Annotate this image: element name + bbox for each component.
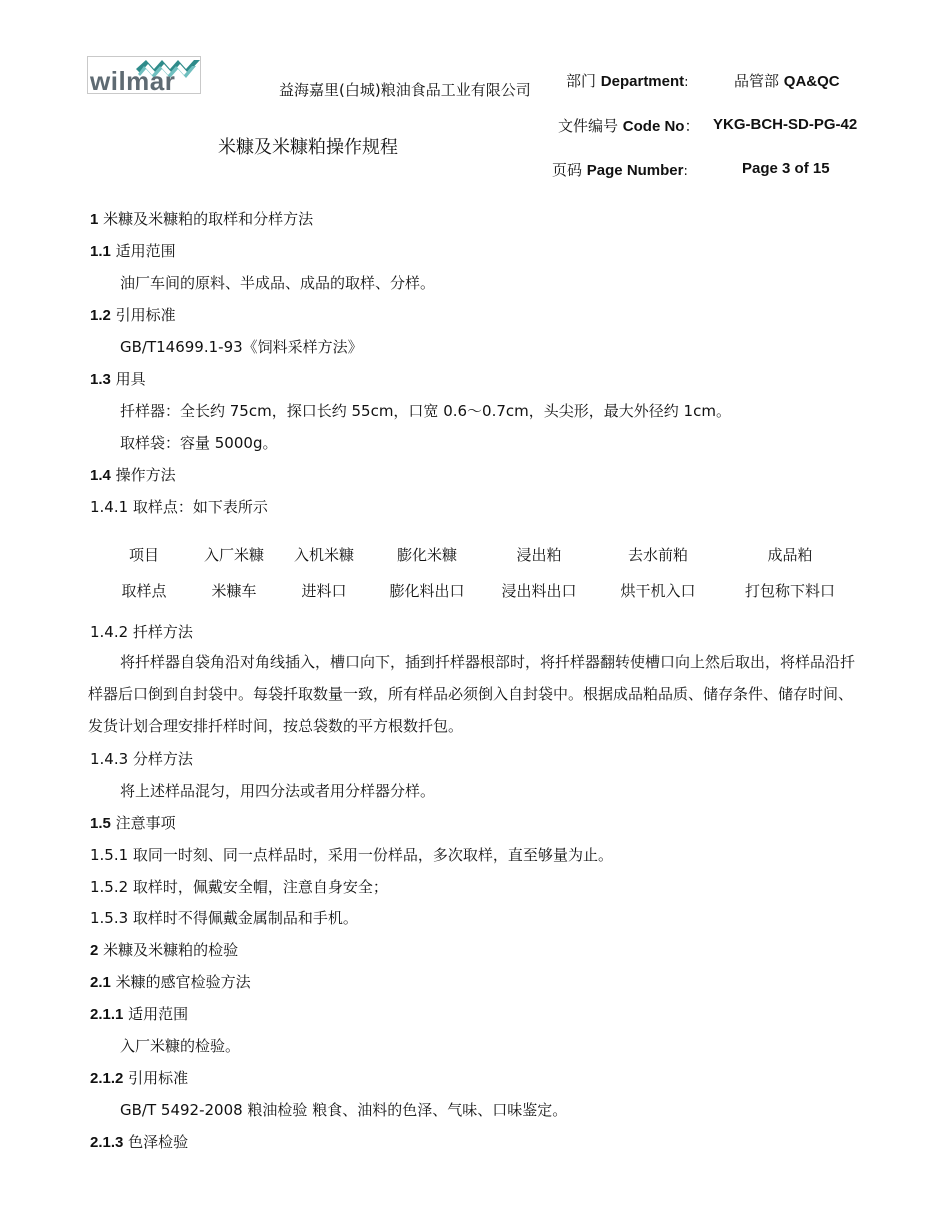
section-1-2-heading: 1.2 引用标准 (90, 306, 176, 324)
section-1-4-3-text: 将上述样品混匀，用四分法或者用分样器分样。 (120, 782, 436, 800)
table-cell: 取样点 (121, 582, 167, 600)
table-cell: 浸出料出口 (501, 582, 577, 600)
table-cell: 进料口 (301, 582, 347, 600)
table-header-cell: 项目 (128, 546, 160, 564)
section-2-1-1-text: 入厂米糠的检验。 (120, 1037, 241, 1055)
section-2-1-1-heading: 2.1.1 适用范围 (90, 1005, 189, 1023)
table-header-cell: 膨化米糠 (396, 546, 458, 564)
table-header-cell: 入厂米糠 (203, 546, 265, 564)
page-number-value: Page 3 of 15 (742, 160, 830, 177)
table-header-cell: 去水前粕 (627, 546, 689, 564)
code-value: YKG-BCH-SD-PG-42 (713, 116, 858, 133)
company-name: 益海嘉里(白城)粮油食品工业有限公司 (279, 81, 531, 99)
section-1-4-2-heading: 1.4.2 扦样方法 (90, 623, 193, 641)
page-number-label: 页码 Page Number: (552, 161, 688, 179)
section-1-3-text-1: 扦样器：全长约 75cm，探口长约 55cm，口宽 0.6～0.7cm，头尖形，最大外径约 1cm。 (120, 402, 731, 420)
table-cell: 打包称下料口 (744, 582, 836, 600)
table-header-cell: 成品粕 (767, 546, 813, 564)
section-1-3-text-2: 取样袋：容量 5000g。 (120, 434, 278, 452)
section-2-1-2-heading: 2.1.2 引用标准 (90, 1069, 189, 1087)
section-1-4-3-heading: 1.4.3 分样方法 (90, 750, 193, 768)
table-header-cell: 入机米糠 (293, 546, 355, 564)
code-label: 文件编号 Code No： (558, 117, 700, 135)
section-1-heading: 1 米糠及米糠粕的取样和分样方法 (90, 210, 314, 228)
section-2-1-3-heading: 2.1.3 色泽检验 (90, 1133, 189, 1151)
section-1-1-heading: 1.1 适用范围 (90, 242, 176, 260)
section-1-4-1-heading: 1.4.1 取样点：如下表所示 (90, 498, 268, 516)
table-cell: 膨化料出口 (389, 582, 465, 600)
section-1-5-2-text: 1.5.2 取样时，佩戴安全帽，注意自身安全； (90, 878, 388, 896)
section-2-1-2-text: GB/T 5492-2008 粮油检验 粮食、油料的色泽、气味、口味鉴定。 (120, 1101, 568, 1119)
section-1-5-3-text: 1.5.3 取样时不得佩戴金属制品和手机。 (90, 909, 358, 927)
section-1-2-text: GB/T14699.1-93《饲料采样方法》 (120, 338, 363, 356)
section-1-3-heading: 1.3 用具 (90, 370, 146, 388)
table-cell: 米糠车 (211, 582, 257, 600)
wilmar-logo-graphic (88, 57, 200, 93)
document-title: 米糠及米糠粕操作规程 (218, 137, 398, 158)
table-cell: 烘干机入口 (620, 582, 696, 600)
section-1-4-2-text: 将扦样器自袋角沿对角线插入，槽口向下，插到扦样器根部时，将扦样器翻转使槽口向上然后取出，将样品沿扦样器后口倒到自封袋中。每袋扦取数量一致，所有样品必须倒入自封袋中。根据成品粕品质、储存条件、储存时间、发货计划合理安排扦样时间，按总袋数的平方根数扦包。 (88, 653, 856, 735)
section-1-5-1-text: 1.5.1 取同一时刻、同一点样品时，采用一份样品，多次取样，直至够量为止。 (90, 846, 613, 864)
wilmar-logo (87, 56, 201, 94)
department-label: 部门 Department: (566, 72, 689, 90)
section-1-4-heading: 1.4 操作方法 (90, 466, 176, 484)
department-value: 品管部 QA&QC (734, 72, 840, 90)
section-2-heading: 2 米糠及米糠粕的检验 (90, 941, 239, 959)
section-2-1-heading: 2.1 米糠的感官检验方法 (90, 973, 251, 991)
logo-text: wilmar (90, 66, 176, 93)
table-header-cell: 浸出粕 (516, 546, 562, 564)
section-1-5-heading: 1.5 注意事项 (90, 814, 176, 832)
section-1-1-text: 油厂车间的原料、半成品、成品的取样、分样。 (120, 274, 436, 292)
